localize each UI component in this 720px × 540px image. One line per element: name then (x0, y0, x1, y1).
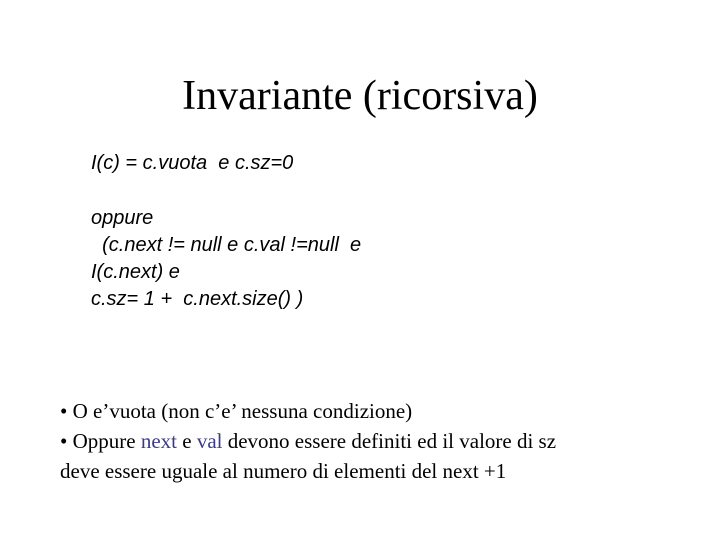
bullet-recursive-prefix: • Oppure (60, 429, 141, 453)
keyword-val: val (196, 429, 223, 453)
definition-line-base-case: I(c) = c.vuota e c.sz=0 (91, 152, 294, 174)
definition-line-recursive-invariant: I(c.next) e (91, 261, 180, 283)
explanation-bullets (60, 396, 660, 486)
definition-line-oppure: oppure (91, 207, 154, 229)
bullet-empty-case: • O e’vuota (non c’e’ nessuna condizione) (60, 399, 413, 423)
slide-title: Invariante (ricorsiva) (182, 73, 538, 119)
bullet-recursive-mid: e (177, 429, 197, 453)
definition-line-size-condition: c.sz= 1 + c.next.size() ) (91, 288, 304, 310)
bullet-recursive-case (60, 426, 660, 456)
keyword-next: next (140, 429, 177, 453)
bullet-recursive-rest: devono essere definiti ed il valore di sz (222, 429, 557, 453)
bullet-recursive-continuation: deve essere uguale al numero di elementi del next +1 (60, 459, 507, 483)
definition-line-next-val-not-null: (c.next != null e c.val !=null e (91, 234, 362, 256)
